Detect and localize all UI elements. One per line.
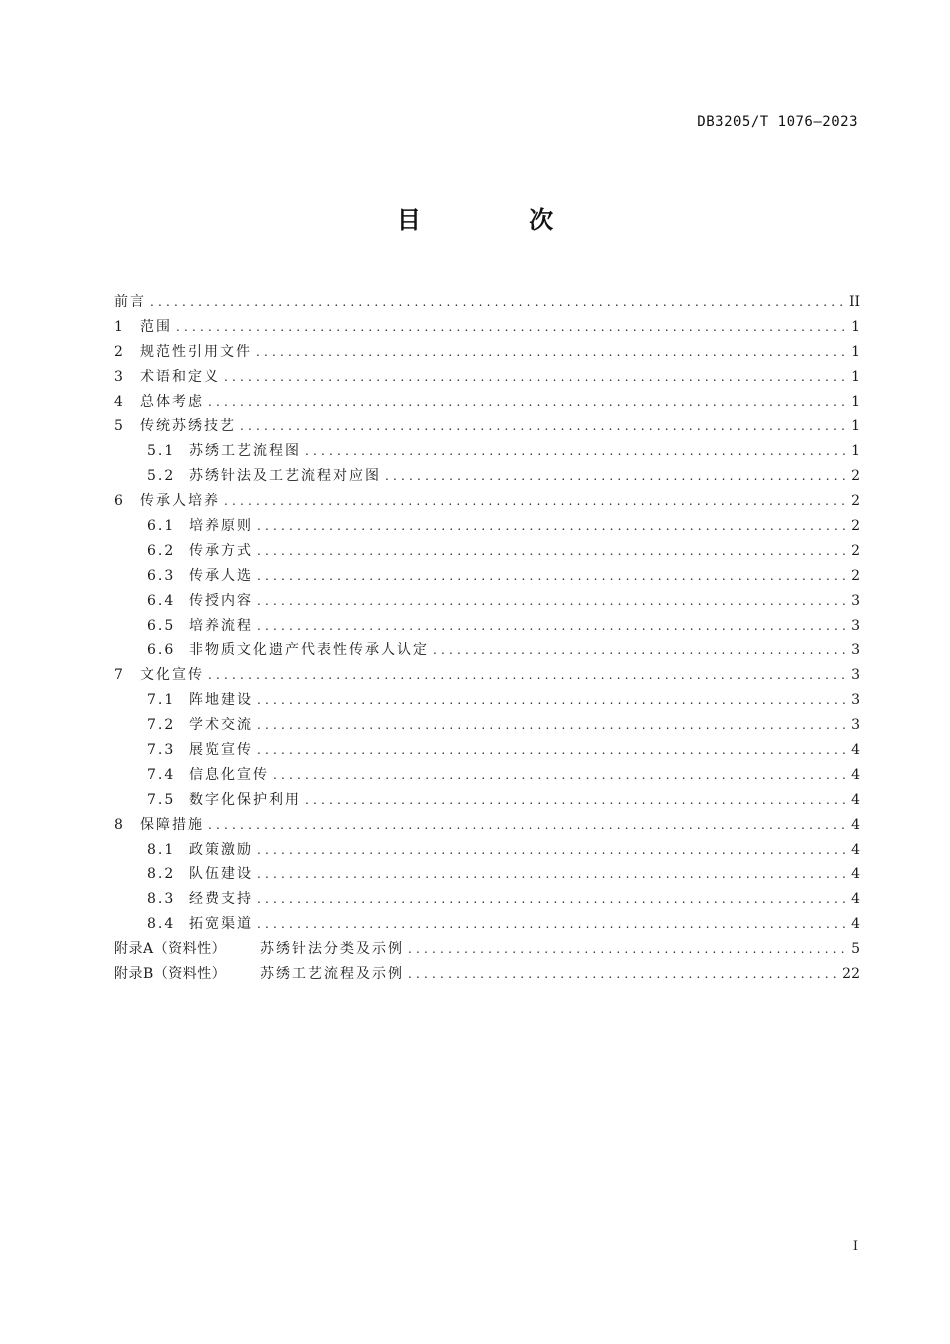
toc-entry[interactable] [114,365,860,390]
toc-leader-dots [150,290,845,315]
toc-entry-number: 6.4 [147,592,176,609]
toc-entry[interactable] [114,813,860,838]
toc-entry-label: 术语和定义 [140,368,220,385]
toc-leader-dots [257,564,847,589]
toc-leader-dots [257,912,847,937]
toc-leader-dots [256,340,847,365]
toc-entry-number: 7.4 [147,766,176,783]
toc-entry-page: 2 [851,542,860,559]
toc-leader-dots [257,838,847,863]
toc-leader-dots [257,589,847,614]
toc-leader-dots [257,539,847,564]
toc-entry-label: 信息化宣传 [189,766,269,783]
toc-entry-page: 4 [851,891,860,908]
toc-entry-label: 前言 [114,294,146,310]
toc-entry-page: 2 [851,567,860,584]
toc-entry-label: 规范性引用文件 [140,343,252,360]
toc-entry-page: II [848,294,860,310]
toc-entry-number: 8 [114,816,125,833]
toc-entry-number: 7.3 [147,742,176,759]
toc-entry[interactable] [114,514,860,539]
toc-entry-number: 2 [114,343,125,360]
toc-entry-label: 政策激励 [189,841,253,858]
toc-entry-page: 1 [851,418,860,435]
toc-entry-page: 2 [851,468,860,485]
toc-entry[interactable] [114,763,860,788]
toc-entry[interactable] [114,489,860,514]
toc-entry-number: 4 [114,393,125,410]
toc-entry-number: 5.2 [147,468,176,485]
toc-leader-dots [257,514,847,539]
toc-entry-page: 4 [851,866,860,883]
toc-entry-label: 培养流程 [189,617,253,634]
toc-entry[interactable] [114,439,860,464]
toc-entry[interactable] [114,614,860,639]
toc-entry-page: 1 [851,343,860,360]
toc-entry[interactable] [114,962,860,987]
toc-entry-page: 2 [851,493,860,510]
toc-entry-label: 学术交流 [189,717,253,734]
toc-entry-label: 总体考虑 [140,393,204,410]
toc-entry-label: 传承人培养 [140,493,220,510]
toc-entry-page: 4 [851,816,860,833]
toc-entry-label: 范围 [140,318,172,335]
toc-entry-number: 6.3 [147,567,176,584]
toc-entry-label: 苏绣针法分类及示例 [260,941,404,958]
toc-entry-number: 6.1 [147,518,176,535]
toc-entry-page: 22 [842,966,860,983]
toc-leader-dots [408,937,847,962]
toc-entry-page: 1 [851,318,860,335]
toc-entry[interactable] [114,663,860,688]
toc-entry[interactable] [114,688,860,713]
toc-leader-dots [176,315,847,340]
toc-entry-page: 3 [851,592,860,609]
toc-entry-label: 展览宣传 [189,742,253,759]
toc-entry-page: 1 [851,443,860,460]
toc-leader-dots [208,813,847,838]
toc-leader-dots [273,763,847,788]
toc-entry-label: 传统苏绣技艺 [140,418,236,435]
toc-entry[interactable] [114,315,860,340]
toc-entry-page: 3 [851,692,860,709]
toc-entry-label: 苏绣工艺流程图 [189,443,301,460]
toc-entry[interactable] [114,539,860,564]
toc-entry[interactable] [114,937,860,962]
toc-entry-number: 5.1 [147,443,176,460]
toc-entry-label: 拓宽渠道 [189,916,253,933]
toc-entry-number: 6.5 [147,617,176,634]
toc-leader-dots [385,464,847,489]
toc-entry-label: 传承人选 [189,567,253,584]
page-title: 目 次 [396,206,604,234]
toc-leader-dots [408,962,838,987]
toc-entry-number: 6.2 [147,542,176,559]
table-of-contents [114,290,860,987]
toc-entry[interactable] [114,713,860,738]
toc-entry-number: 7.5 [147,791,176,808]
document-code: DB3205/T 1076—2023 [697,114,858,130]
toc-entry-page: 4 [851,841,860,858]
toc-entry-number: 附录A（资料性） [114,941,227,958]
toc-entry-number: 6 [114,493,125,510]
toc-entry-page: 3 [851,667,860,684]
toc-leader-dots [433,638,847,663]
toc-entry-page: 4 [851,791,860,808]
toc-entry[interactable] [114,887,860,912]
toc-entry[interactable] [114,414,860,439]
toc-entry[interactable] [114,340,860,365]
toc-entry-number: 7 [114,667,125,684]
toc-leader-dots [257,738,847,763]
toc-entry-page: 4 [851,742,860,759]
toc-entry[interactable] [114,290,860,315]
toc-entry-label: 队伍建设 [189,866,253,883]
toc-entry-page: 3 [851,717,860,734]
page-number: I [852,1239,858,1254]
toc-entry-page: 3 [851,617,860,634]
toc-leader-dots [257,614,847,639]
toc-leader-dots [305,439,847,464]
toc-entry-page: 1 [851,393,860,410]
toc-entry[interactable] [114,589,860,614]
toc-entry-label: 传授内容 [189,592,253,609]
toc-entry-page: 4 [851,766,860,783]
toc-entry-number: 3 [114,368,125,385]
toc-entry-number: 8.1 [147,841,176,858]
toc-entry-label: 阵地建设 [189,692,253,709]
toc-leader-dots [305,788,847,813]
toc-leader-dots [208,390,847,415]
toc-entry-number: 8.4 [147,916,176,933]
toc-leader-dots [224,365,847,390]
toc-entry-number: 6.6 [147,642,176,659]
toc-entry-label: 苏绣针法及工艺流程对应图 [189,468,381,485]
toc-leader-dots [208,663,847,688]
toc-entry-label: 文化宣传 [140,667,204,684]
toc-entry-label: 保障措施 [140,816,204,833]
toc-entry-number: 8.2 [147,866,176,883]
toc-entry[interactable] [114,862,860,887]
toc-leader-dots [257,862,847,887]
toc-leader-dots [257,887,847,912]
toc-leader-dots [224,489,847,514]
toc-entry-label: 非物质文化遗产代表性传承人认定 [189,642,429,659]
toc-entry-number: 5 [114,418,125,435]
toc-entry-page: 5 [851,941,860,958]
toc-entry-label: 苏绣工艺流程及示例 [260,966,404,983]
toc-entry-label: 传承方式 [189,542,253,559]
toc-entry[interactable] [114,912,860,937]
toc-leader-dots [257,713,847,738]
toc-entry[interactable] [114,564,860,589]
toc-entry[interactable] [114,638,860,663]
toc-entry-number: 附录B（资料性） [114,966,227,983]
toc-entry-label: 经费支持 [189,891,253,908]
toc-entry-label: 培养原则 [189,518,253,535]
toc-entry[interactable] [114,788,860,813]
toc-entry[interactable] [114,738,860,763]
toc-entry-page: 4 [851,916,860,933]
toc-entry-page: 2 [851,518,860,535]
toc-leader-dots [257,688,847,713]
toc-entry[interactable] [114,390,860,415]
toc-entry-number: 1 [114,318,125,335]
toc-entry[interactable] [114,838,860,863]
toc-leader-dots [240,414,847,439]
toc-entry[interactable] [114,464,860,489]
toc-entry-page: 3 [851,642,860,659]
toc-entry-label: 数字化保护利用 [189,791,301,808]
toc-entry-page: 1 [851,368,860,385]
toc-entry-number: 7.1 [147,692,176,709]
toc-entry-number: 8.3 [147,891,176,908]
toc-entry-number: 7.2 [147,717,176,734]
